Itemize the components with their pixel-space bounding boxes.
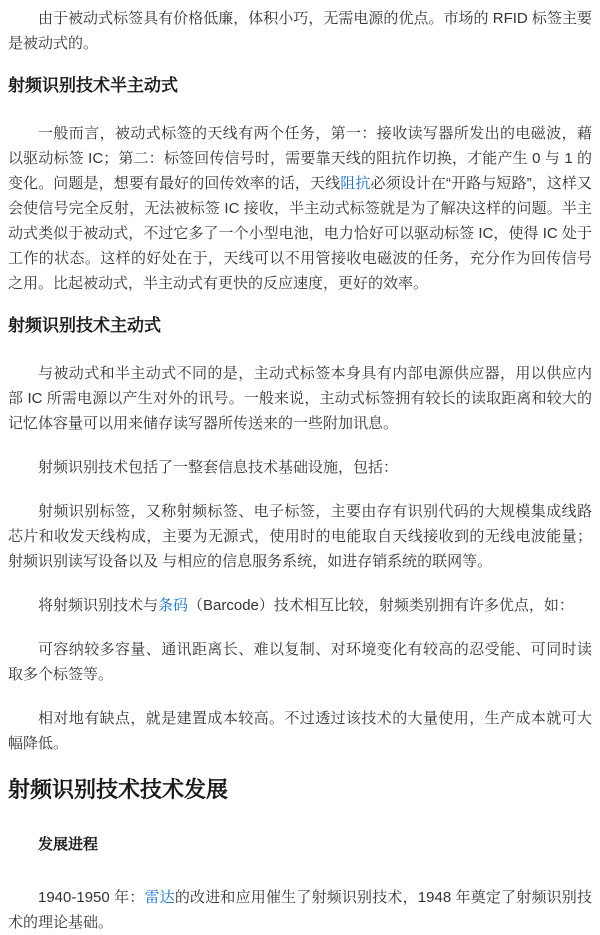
paragraph-text: 射频识别技术包括了一整套信息技术基础设施，包括： bbox=[38, 459, 399, 476]
paragraph-text: 射频识别标签，又称射频标签、电子标签，主要由存有识别代码的大规模集成线路芯片和收发天线构成，主要为无源式，使用时的电能取自天线接收到的无线电波能量；射频识别读写设备以及 与相应的信息服务系统，如进存销系统的联网等。 bbox=[8, 503, 592, 570]
paragraph-infrastructure-intro bbox=[8, 455, 592, 480]
paragraph-tag-composition bbox=[8, 499, 592, 574]
paragraph-text: 的改进和应用催生了射频识别技术，1948 年奠定了射频识别技术的理论基础。 bbox=[8, 889, 592, 931]
paragraph-text: 1940-1950 年： bbox=[38, 889, 145, 906]
paragraph-text: 将射频识别技术与 bbox=[38, 597, 159, 614]
heading-technology-development: 射频识别技术技术发展 bbox=[8, 777, 229, 802]
heading-semi-active: 射频识别技术半主动式 bbox=[8, 76, 178, 95]
heading-active: 射频识别技术主动式 bbox=[8, 316, 161, 335]
paragraph-text: 由于被动式标签具有价格低廉，体积小巧，无需电源的优点。市场的 RFID 标签主要是被动式的。 bbox=[8, 10, 592, 52]
paragraph-text: 必须设计在“开路与短路”，这样又会使信号完全反射，无法被标签 IC 接收，半主动式标签就是为了解决这样的问题。半主动式类似于被动式，不过它多了一个小型电池，电力恰好可以驱动标签 IC，使得 IC 处于工作的状态。这样的好处在于，天线可以不用管接收电磁波的任务，充分作为回传信号之用。比起被动式，半主动式有更快的反应速度，更好的效率。 bbox=[8, 175, 592, 292]
paragraph-text: 可容纳较多容量、通讯距离长、难以复制、对环境变化有较高的忍受能、可同时读取多个标签等。 bbox=[8, 641, 592, 683]
paragraph-passive-advantages bbox=[8, 6, 592, 56]
paragraph-text: 一般而言，被动式标签的天线有两个任务，第一：接收读写器所发出的电磁波，藉以驱动标签 IC；第二：标签回传信号时，需要靠天线的阻抗作切换，才能产生 0 与 1 的变化。问题是，想要有最好的回传效率的话，天线 bbox=[8, 125, 592, 192]
paragraph-disadvantages bbox=[8, 706, 592, 756]
paragraph-text: 相对地有缺点，就是建置成本较高。不过透过该技术的大量使用，生产成本就可大幅降低。 bbox=[8, 710, 592, 752]
paragraph-advantages bbox=[8, 637, 592, 687]
paragraph-text: 与被动式和半主动式不同的是，主动式标签本身具有内部电源供应器，用以供应内部 IC 所需电源以产生对外的讯号。一般来说，主动式标签拥有较长的读取距离和较大的记忆体容量可以用来储存读写器所传送来的一些附加讯息。 bbox=[8, 365, 592, 432]
link-impedance[interactable]: 阻抗 bbox=[340, 175, 371, 192]
heading-development-progress: 发展进程 bbox=[38, 836, 99, 853]
link-radar[interactable]: 雷达 bbox=[144, 889, 175, 906]
paragraph-text: （Barcode）技术相互比较，射频类别拥有许多优点，如： bbox=[188, 597, 574, 614]
link-barcode[interactable]: 条码 bbox=[158, 597, 189, 614]
paragraph-history-1940 bbox=[8, 885, 592, 935]
paragraph-barcode-compare bbox=[8, 593, 592, 618]
paragraph-active bbox=[8, 361, 592, 436]
paragraph-semi-active bbox=[8, 121, 592, 296]
